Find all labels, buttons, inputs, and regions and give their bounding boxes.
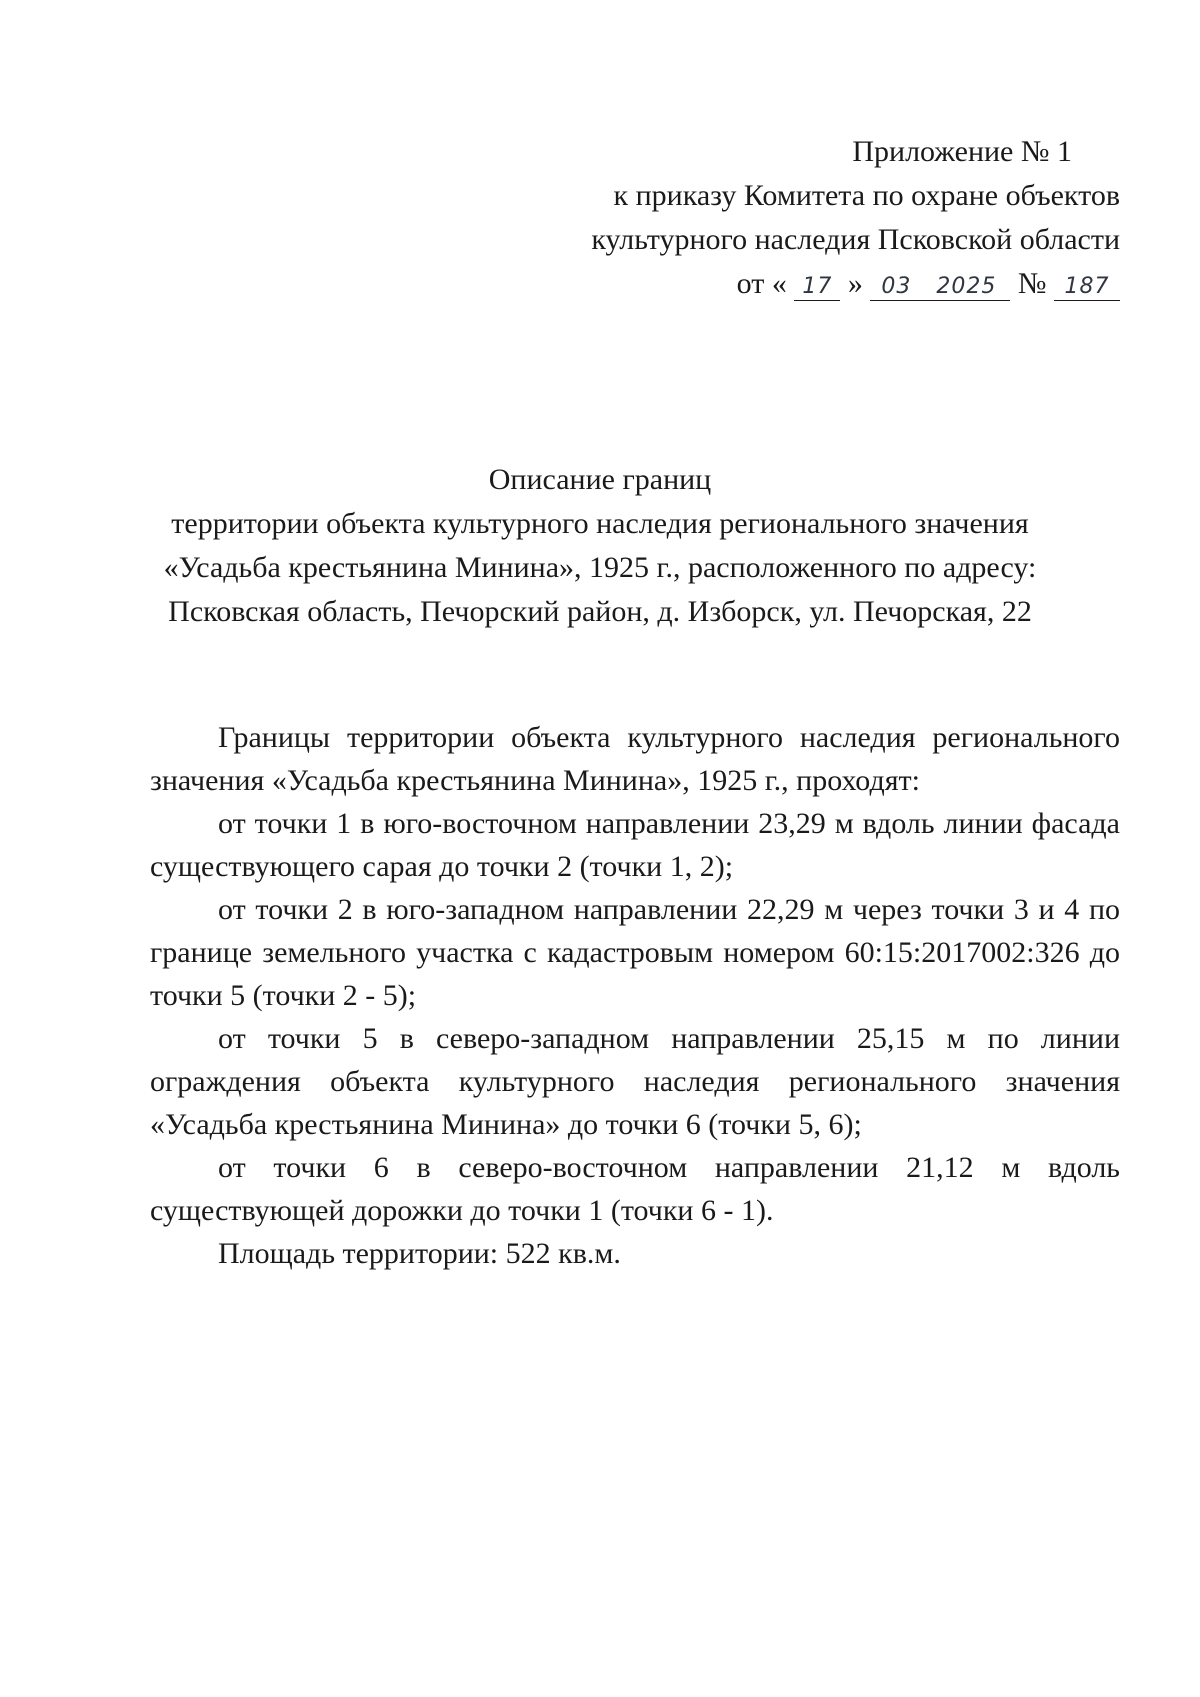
number-sign: №	[1017, 267, 1047, 300]
body-paragraph: от точки 2 в юго-западном направлении 22,29 м через точки 3 и 4 по границе земельного участка с кадастровым номером 60:15:2017002:326 до точки 5 (точки 2 - 5);	[150, 893, 1120, 1012]
handwritten-day: 17	[794, 274, 840, 301]
date-quote-close: »	[847, 267, 863, 300]
appendix-order-ref: к приказу Комитета по охране объектов	[613, 179, 1120, 212]
body-paragraph: от точки 1 в юго-восточном направлении 23,29 м вдоль линии фасада существующего сарая до точки 2 (точки 1, 2);	[150, 807, 1120, 883]
document-body	[150, 716, 1120, 1275]
document-heading	[120, 458, 1080, 634]
handwritten-number: 187	[1054, 274, 1120, 301]
body-paragraph: от точки 6 в северо-восточном направлении 21,12 м вдоль существующей дорожки до точки 1 (точки 6 - 1).	[150, 1151, 1120, 1227]
body-paragraph: от точки 5 в северо-западном направлении 25,15 м по линии ограждения объекта культурного наследия регионального значения «Усадьба крестьянина Минина» до точки 6 (точки 5, 6);	[150, 1022, 1120, 1141]
appendix-title: Приложение № 1	[852, 135, 1072, 168]
date-prefix: от «	[736, 267, 787, 300]
heading-line-3: «Усадьба крестьянина Минина», 1925 г., расположенного по адресу:	[163, 551, 1037, 584]
area-statement: Площадь территории: 522 кв.м.	[218, 1237, 621, 1270]
appendix-header	[560, 130, 1120, 306]
handwritten-year: 2025	[922, 274, 1010, 301]
heading-line-1: Описание границ	[488, 463, 712, 496]
handwritten-month: 03	[870, 274, 922, 301]
appendix-committee: культурного наследия Псковской области	[591, 223, 1120, 256]
appendix-date-line	[560, 262, 1120, 306]
heading-line-2: территории объекта культурного наследия регионального значения	[171, 507, 1029, 540]
heading-line-4: Псковская область, Печорский район, д. Изборск, ул. Печорская, 22	[168, 595, 1032, 628]
body-paragraph: Границы территории объекта культурного наследия регионального значения «Усадьба крестьянина Минина», 1925 г., проходят:	[150, 721, 1120, 797]
